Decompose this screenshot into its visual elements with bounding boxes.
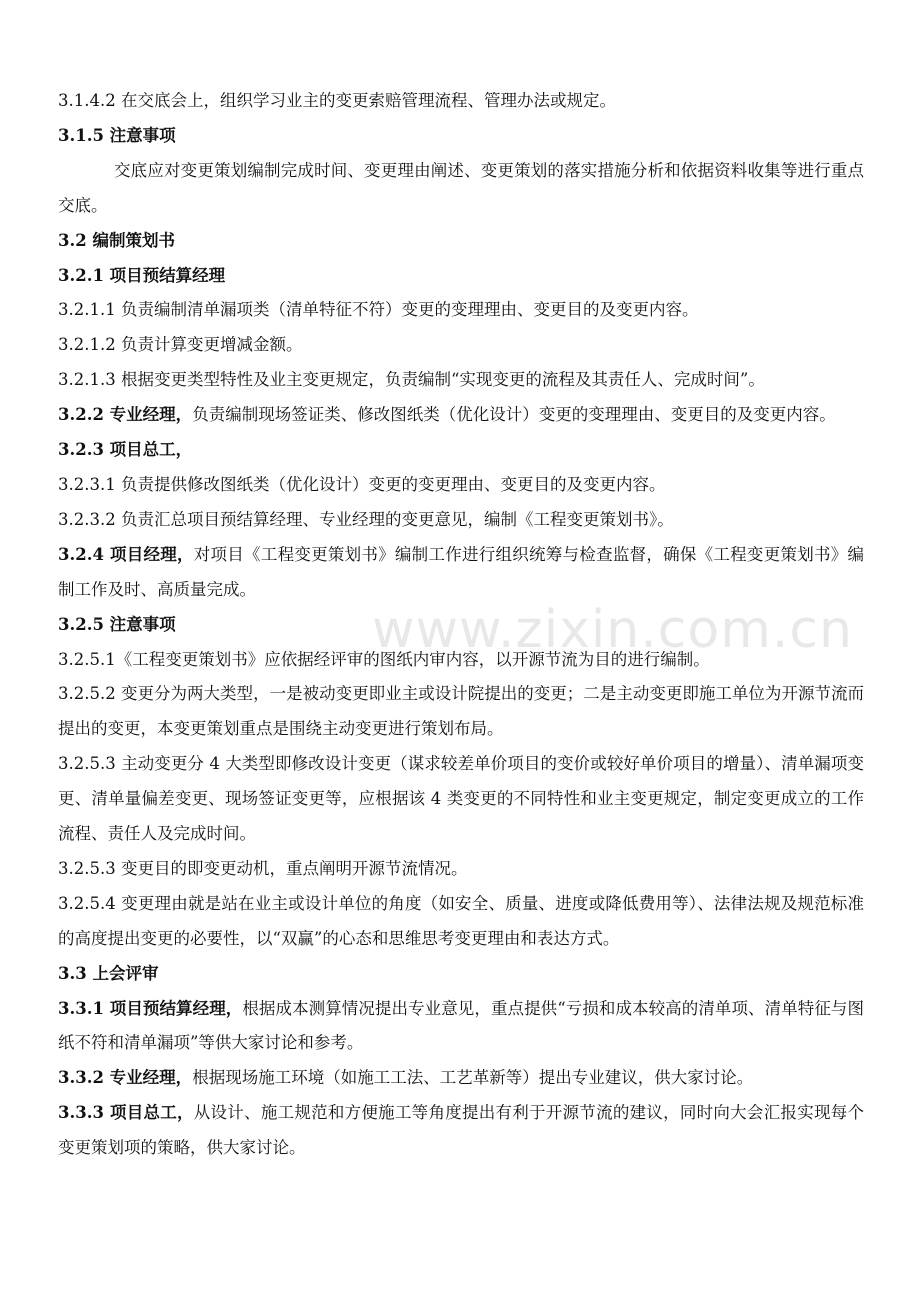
- paragraph: [58, 1061, 864, 1096]
- paragraph: 3.2.5.4 变更理由就是站在业主或设计单位的角度（如安全、质量、进度或降低费用等）、法律法规及规范标准的高度提出变更的必要性，以“双赢”的心态和思维思考变更理由和表达方式。: [58, 893, 864, 948]
- paragraph: 3.2.1.3 根据变更类型特性及业主变更规定，负责编制“实现变更的流程及其责任人、完成时间”。: [58, 370, 765, 390]
- paragraph: 交底应对变更策划编制完成时间、变更理由阐述、变更策划的落实措施分析和依据资料收集等进行重点交底。: [58, 160, 864, 215]
- paragraph: 3.2.3.2 负责汇总项目预结算经理、专业经理的变更意见，编制《工程变更策划书》。: [58, 509, 674, 529]
- watermark: www.zixin.com.cn: [372, 600, 853, 660]
- paragraph: 3.2.1.2 负责计算变更增减金额。: [58, 335, 303, 355]
- paragraph-lead: 3.3.1 项目预结算经理，: [58, 998, 243, 1018]
- paragraph-lead: 3.3.3 项目总工，: [58, 1103, 194, 1123]
- paragraph: 3.2.5.3 变更目的即变更动机，重点阐明开源节流情况。: [58, 858, 468, 878]
- paragraph-body: 根据现场施工环境（如施工工法、工艺革新等）提出专业建议，供大家讨论。: [192, 1068, 754, 1088]
- paragraph: [58, 1096, 864, 1166]
- paragraph: 3.2.1.1 负责编制清单漏项类（清单特征不符）变更的变理理由、变更目的及变更内容。: [58, 300, 699, 320]
- paragraph: [58, 992, 864, 1062]
- paragraph: 3.2.5.2 变更分为两大类型，一是被动变更即业主或设计院提出的变更；二是主动变更即施工单位为开源节流而提出的变更，本变更策划重点是围绕主动变更进行策划布局。: [58, 684, 864, 739]
- document-page: [58, 84, 864, 1166]
- paragraph: [58, 398, 864, 433]
- paragraph: 3.2.5.1《工程变更策划书》应依据经评审的图纸内审内容，以开源节流为目的进行编制。: [58, 649, 710, 669]
- section-heading: 3.3 上会评审: [58, 963, 159, 983]
- paragraph: 3.2.5.3 主动变更分 4 大类型即修改设计变更（谋求较差单价项目的变价或较好单价项目的增量）、清单漏项变更、清单量偏差变更、现场签证变更等，应根据该 4 类变更的不同特性和业主变更规定，制定变更成立的工作流程、责任人及完成时间。: [58, 754, 864, 844]
- paragraph: [58, 538, 864, 608]
- paragraph: 3.1.4.2 在交底会上，组织学习业主的变更索赔管理流程、管理办法或规定。: [58, 91, 616, 110]
- paragraph-lead: 3.3.2 专业经理，: [58, 1068, 193, 1088]
- paragraph-body: 负责编制现场签证类、修改图纸类（优化设计）变更的变理理由、变更目的及变更内容。: [192, 405, 836, 425]
- section-heading: 3.2.3 项目总工，: [58, 440, 193, 460]
- paragraph-body: 根据成本测算情况提出专业意见，重点提供“亏损和成本较高的清单项、清单特征与图纸不符和清单漏项”等供大家讨论和参考。: [58, 998, 864, 1053]
- paragraph-lead: 3.2.2 专业经理，: [58, 405, 193, 425]
- section-heading: 3.2.5 注意事项: [58, 614, 176, 634]
- paragraph: 3.2.3.1 负责提供修改图纸类（优化设计）变更的变更理由、变更目的及变更内容。: [58, 474, 666, 494]
- section-heading: 3.2 编制策划书: [58, 230, 175, 250]
- paragraph-lead: 3.2.4 项目经理，: [58, 544, 194, 564]
- section-heading: 3.1.5 注意事项: [58, 125, 176, 145]
- section-heading: 3.2.1 项目预结算经理: [58, 265, 226, 285]
- paragraph-body: 对项目《工程变更策划书》编制工作进行组织统筹与检查监督，确保《工程变更策划书》编制工作及时、高质量完成。: [58, 544, 865, 599]
- paragraph-body: 从设计、施工规范和方便施工等角度提出有利于开源节流的建议，同时向大会汇报实现每个变更策划项的策略，供大家讨论。: [58, 1103, 865, 1158]
